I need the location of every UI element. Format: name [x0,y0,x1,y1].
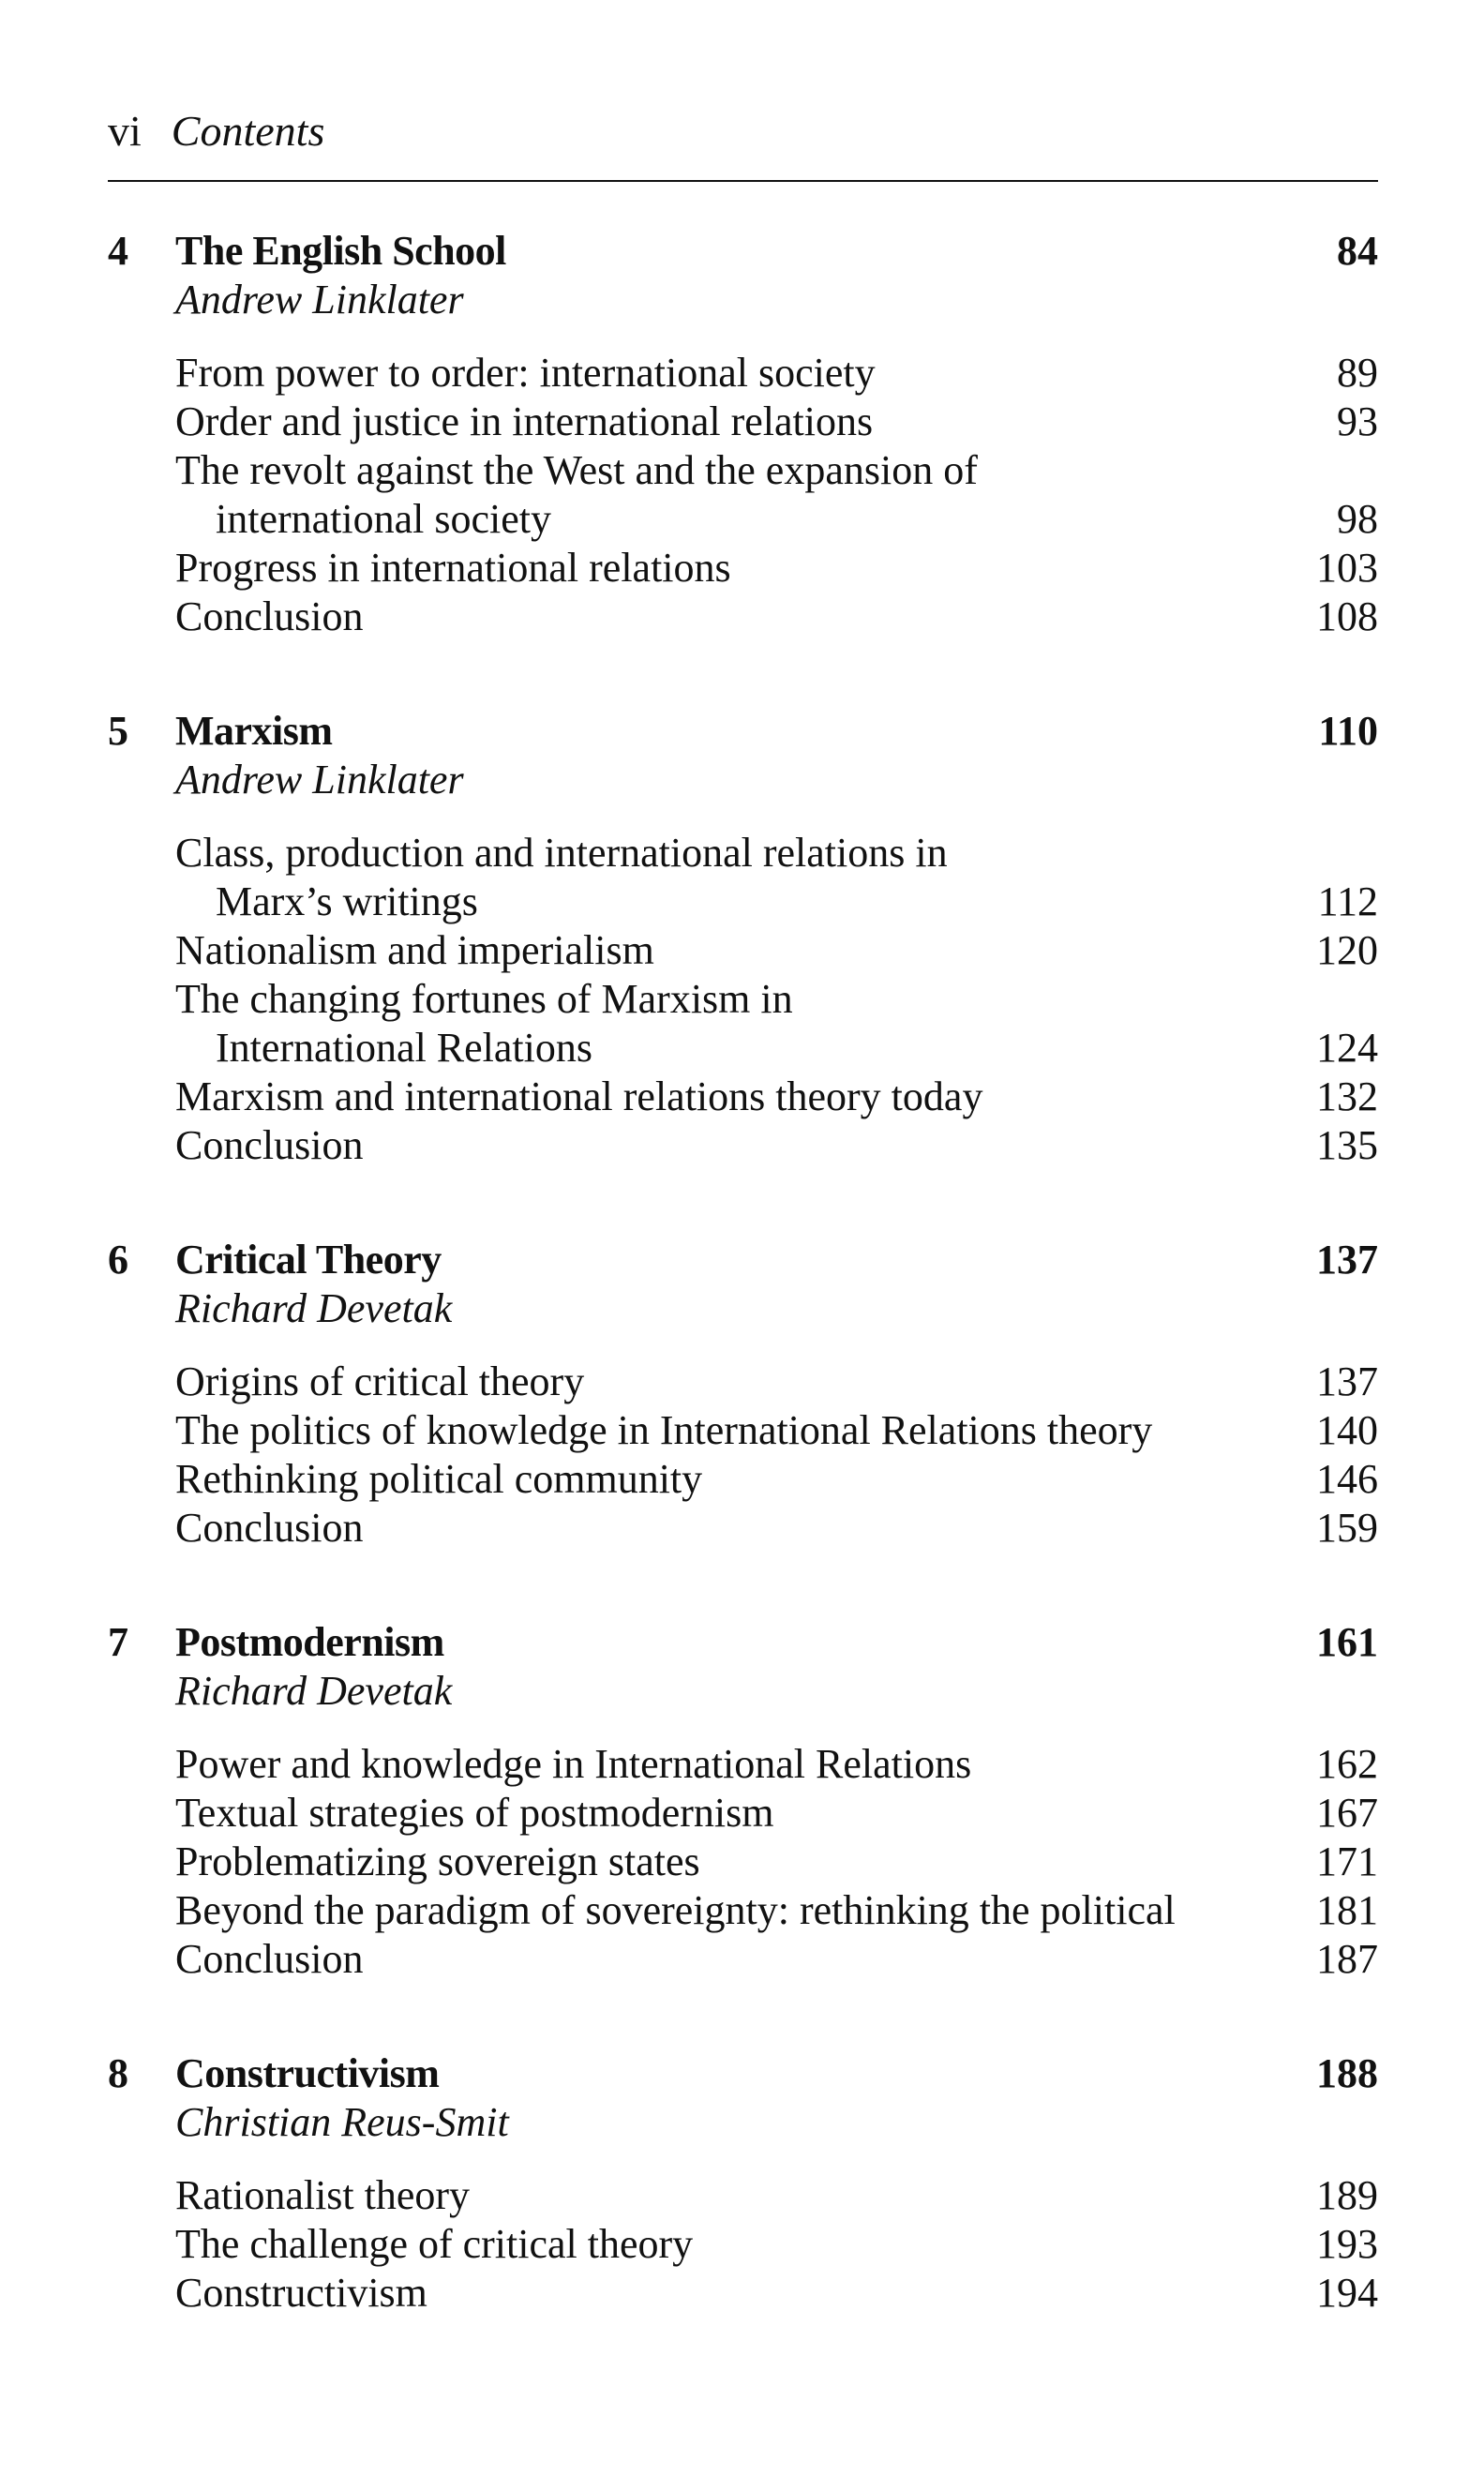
section-page-number: 146 [1316,1456,1378,1502]
section-title: international society [216,496,551,542]
chapter-heading [108,227,1378,276]
chapter-author-row [108,2098,1378,2147]
section-page-number: 189 [1316,2172,1378,2218]
section-line [108,1935,1378,1984]
section-line [108,349,1378,398]
section-title: Rethinking political community [175,1456,703,1502]
header-rule [108,180,1378,182]
chapter-page-number: 110 [1318,708,1378,754]
chapter-entry [108,1618,1378,1984]
section-entry [108,1121,1378,1170]
section-line [108,1504,1378,1553]
section-line [108,544,1378,593]
chapter-title: Postmodernism [175,1619,444,1665]
section-line [108,593,1378,641]
section-title: Progress in international relations [175,545,731,591]
section-entry [108,1406,1378,1455]
chapter-author-row [108,1667,1378,1716]
section-line [108,1073,1378,1121]
chapter-number: 8 [108,2050,128,2096]
section-line [108,926,1378,975]
chapter-title: Constructivism [175,2050,440,2096]
section-line [108,1886,1378,1935]
section-line [108,1455,1378,1504]
chapter-page-number: 84 [1337,228,1378,274]
section-page-number: 193 [1316,2221,1378,2267]
chapter-title: The English School [175,228,506,274]
chapter-heading [108,1236,1378,1284]
chapter-number: 4 [108,228,128,274]
section-title: The revolt against the West and the expansion of [175,447,978,493]
section-line [108,1740,1378,1789]
section-line [108,975,1378,1024]
section-title: Marxism and international relations theory today [175,1073,983,1119]
chapter-title: Critical Theory [175,1237,442,1283]
section-title: International Relations [216,1025,592,1071]
section-entry [108,926,1378,975]
section-page-number: 132 [1316,1073,1378,1119]
section-page-number: 98 [1337,496,1378,542]
section-title: Conclusion [175,593,364,639]
section-title: Textual strategies of postmodernism [175,1790,774,1836]
section-page-number: 162 [1316,1741,1378,1787]
section-line [108,1789,1378,1838]
spacer [108,804,1378,829]
chapter-number: 6 [108,1237,128,1283]
section-title: Origins of critical theory [175,1358,585,1404]
chapter-page-number: 161 [1316,1619,1378,1665]
section-page-number: 159 [1316,1505,1378,1551]
section-line [108,829,1378,878]
section-entry [108,829,1378,926]
section-line [108,446,1378,495]
section-entry [108,1740,1378,1789]
section-line [108,1406,1378,1455]
chapter-author-row [108,1284,1378,1333]
section-title: Conclusion [175,1122,364,1168]
section-entry [108,593,1378,641]
section-line [108,1838,1378,1886]
page-folio: vi [108,107,142,155]
section-page-number: 140 [1316,1407,1378,1453]
section-line [108,1121,1378,1170]
section-entry [108,2171,1378,2220]
spacer [108,324,1378,349]
chapter-entry [108,1236,1378,1553]
section-entry [108,1358,1378,1406]
contents-page [108,0,1378,2491]
section-title: Class, production and international relations in [175,830,948,876]
section-page-number: 103 [1316,545,1378,591]
section-page-number: 89 [1337,350,1378,396]
chapter-author: Christian Reus-Smit [175,2099,509,2145]
section-page-number: 108 [1316,593,1378,639]
section-title: Marx’s writings [216,878,478,924]
section-page-number: 171 [1316,1838,1378,1884]
section-line [108,878,1378,926]
chapter-author: Richard Devetak [175,1285,453,1331]
section-title: The challenge of critical theory [175,2221,694,2267]
chapter-number: 7 [108,1619,128,1665]
section-page-number: 167 [1316,1790,1378,1836]
section-line [108,2171,1378,2220]
section-title: Nationalism and imperialism [175,927,654,973]
section-page-number: 120 [1316,927,1378,973]
section-title: Beyond the paradigm of sovereignty: rethinking the political [175,1887,1176,1933]
section-page-number: 93 [1337,398,1378,444]
section-page-number: 112 [1317,878,1378,924]
chapter-page-number: 137 [1316,1237,1378,1283]
section-entry [108,349,1378,398]
section-entry [108,1455,1378,1504]
section-entry [108,1073,1378,1121]
section-line [108,1358,1378,1406]
section-title: Conclusion [175,1936,364,1982]
section-title: The politics of knowledge in International Relations theory [175,1407,1153,1453]
chapter-author-row [108,276,1378,324]
chapter-author: Richard Devetak [175,1668,453,1714]
section-entry [108,1935,1378,1984]
section-page-number: 135 [1316,1122,1378,1168]
section-entry [108,1789,1378,1838]
spacer [108,1333,1378,1358]
spacer [108,1716,1378,1740]
section-entry [108,544,1378,593]
section-entry [108,1504,1378,1553]
chapter-page-number: 188 [1316,2050,1378,2096]
section-line [108,495,1378,544]
section-page-number: 187 [1316,1936,1378,1982]
section-title: The changing fortunes of Marxism in [175,976,793,1022]
section-title: Conclusion [175,1505,364,1551]
section-entry [108,2220,1378,2269]
section-entry [108,2269,1378,2318]
section-title: From power to order: international society [175,350,876,396]
section-entry [108,975,1378,1073]
table-of-contents [108,227,1378,2383]
chapter-author: Andrew Linklater [175,277,464,323]
running-head [108,105,324,158]
chapter-number: 5 [108,708,128,754]
section-page-number: 181 [1316,1887,1378,1933]
section-page-number: 124 [1316,1025,1378,1071]
section-title: Order and justice in international relations [175,398,874,444]
section-entry [108,1886,1378,1935]
section-entry [108,1838,1378,1886]
section-line [108,2220,1378,2269]
chapter-heading [108,707,1378,756]
spacer [108,2147,1378,2171]
section-entry [108,398,1378,446]
chapter-entry [108,2049,1378,2318]
chapter-entry [108,227,1378,641]
section-page-number: 194 [1316,2270,1378,2316]
section-entry [108,446,1378,544]
chapter-entry [108,707,1378,1170]
chapter-author-row [108,756,1378,804]
section-line [108,1024,1378,1073]
chapter-author: Andrew Linklater [175,757,464,803]
chapter-heading [108,1618,1378,1667]
chapter-heading [108,2049,1378,2098]
section-line [108,398,1378,446]
section-page-number: 137 [1316,1358,1378,1404]
section-title: Rationalist theory [175,2172,471,2218]
section-title: Constructivism [175,2270,427,2316]
section-title: Power and knowledge in International Relations [175,1741,972,1787]
section-line [108,2269,1378,2318]
chapter-title: Marxism [175,708,333,754]
section-title: Problematizing sovereign states [175,1838,700,1884]
running-head-title: Contents [171,107,325,155]
